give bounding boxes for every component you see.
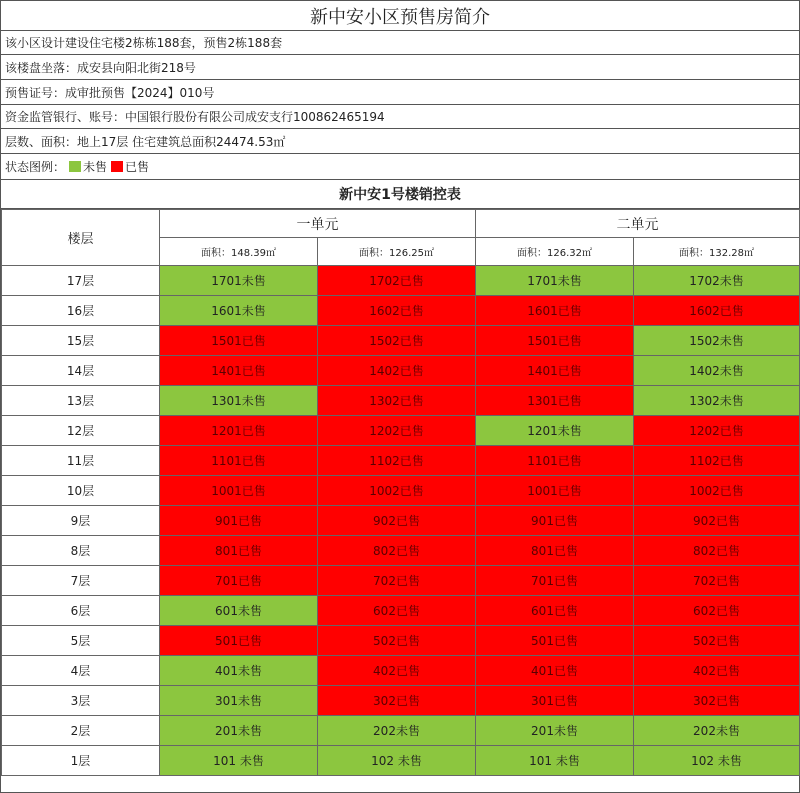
- unit-cell: 501已售: [160, 626, 318, 656]
- unit-header-1: 一单元: [160, 210, 476, 238]
- unit-cell: 1102已售: [318, 446, 476, 476]
- unit-cell: 302已售: [318, 686, 476, 716]
- unit-cell: 1002已售: [634, 476, 800, 506]
- floor-label: 12层: [2, 416, 160, 446]
- unit-cell: 1701未售: [476, 266, 634, 296]
- floor-label: 13层: [2, 386, 160, 416]
- unit-cell: 1101已售: [160, 446, 318, 476]
- unit-cell: 201未售: [476, 716, 634, 746]
- table-row: [2, 386, 800, 416]
- floor-label: 10层: [2, 476, 160, 506]
- unit-cell: 301未售: [160, 686, 318, 716]
- unit-cell: 802已售: [318, 536, 476, 566]
- floor-label: 16层: [2, 296, 160, 326]
- unit-cell: 1502已售: [318, 326, 476, 356]
- info-line-units: 该小区设计建设住宅楼2栋栋188套，预售2栋188套: [1, 31, 799, 55]
- unit-cell: 1202已售: [634, 416, 800, 446]
- floor-label: 14层: [2, 356, 160, 386]
- floor-label: 15层: [2, 326, 160, 356]
- unit-cell: 601未售: [160, 596, 318, 626]
- table-row: [2, 626, 800, 656]
- floor-label: 11层: [2, 446, 160, 476]
- unit-cell: 802已售: [634, 536, 800, 566]
- unit-cell: 801已售: [160, 536, 318, 566]
- unit-cell: 1501已售: [160, 326, 318, 356]
- unit-cell: 801已售: [476, 536, 634, 566]
- floor-label: 4层: [2, 656, 160, 686]
- unit-cell: 1601未售: [160, 296, 318, 326]
- area-header: 面积：126.25㎡: [318, 238, 476, 266]
- unit-cell: 1602已售: [634, 296, 800, 326]
- unit-cell: 701已售: [476, 566, 634, 596]
- unit-cell: 1201未售: [476, 416, 634, 446]
- unit-cell: 202未售: [634, 716, 800, 746]
- unit-cell: 1001已售: [476, 476, 634, 506]
- unit-cell: 901已售: [476, 506, 634, 536]
- floor-label: 17层: [2, 266, 160, 296]
- unit-cell: 1401已售: [476, 356, 634, 386]
- floor-label: 1层: [2, 746, 160, 776]
- unit-cell: 1402未售: [634, 356, 800, 386]
- unit-cell: 1601已售: [476, 296, 634, 326]
- table-row: [2, 536, 800, 566]
- unit-cell: 402已售: [634, 656, 800, 686]
- unit-cell: 101 未售: [476, 746, 634, 776]
- table-row: [2, 656, 800, 686]
- info-line-area: 层数、面积：地上17层 住宅建筑总面积24474.53㎡: [1, 129, 799, 154]
- legend-unsold-label: 未售: [83, 160, 108, 174]
- table-row: [2, 266, 800, 296]
- unit-cell: 1602已售: [318, 296, 476, 326]
- floor-label: 8层: [2, 536, 160, 566]
- floor-label: 2层: [2, 716, 160, 746]
- unit-cell: 902已售: [634, 506, 800, 536]
- unit-cell: 401未售: [160, 656, 318, 686]
- table-row: [2, 566, 800, 596]
- unit-cell: 1102已售: [634, 446, 800, 476]
- legend: [1, 154, 799, 180]
- legend-unsold-swatch: [69, 161, 81, 172]
- unit-cell: 901已售: [160, 506, 318, 536]
- table-title: 新中安1号楼销控表: [1, 180, 799, 209]
- unit-cell: 201未售: [160, 716, 318, 746]
- unit-cell: 1301未售: [160, 386, 318, 416]
- area-header: 面积：132.28㎡: [634, 238, 800, 266]
- table-row: [2, 356, 800, 386]
- legend-sold-swatch: [111, 161, 123, 172]
- unit-cell: 1001已售: [160, 476, 318, 506]
- unit-cell: 1401已售: [160, 356, 318, 386]
- unit-cell: 602已售: [318, 596, 476, 626]
- legend-label: 状态图例：: [5, 160, 66, 174]
- table-row: [2, 296, 800, 326]
- unit-cell: 1202已售: [318, 416, 476, 446]
- unit-cell: 202未售: [318, 716, 476, 746]
- unit-cell: 302已售: [634, 686, 800, 716]
- unit-cell: 502已售: [634, 626, 800, 656]
- unit-cell: 1301已售: [476, 386, 634, 416]
- unit-cell: 1502未售: [634, 326, 800, 356]
- floor-label: 9层: [2, 506, 160, 536]
- unit-cell: 702已售: [318, 566, 476, 596]
- legend-sold-label: 已售: [125, 160, 150, 174]
- unit-cell: 501已售: [476, 626, 634, 656]
- area-header: 面积：126.32㎡: [476, 238, 634, 266]
- page-title: 新中安小区预售房简介: [1, 1, 799, 31]
- table-row: [2, 596, 800, 626]
- info-line-bank: 资金监管银行、账号：中国银行股份有限公司成安支行100862465194: [1, 105, 799, 129]
- floor-label: 7层: [2, 566, 160, 596]
- unit-cell: 402已售: [318, 656, 476, 686]
- table-row: [2, 326, 800, 356]
- unit-cell: 401已售: [476, 656, 634, 686]
- table-row: [2, 746, 800, 776]
- area-header: 面积：148.39㎡: [160, 238, 318, 266]
- unit-cell: 902已售: [318, 506, 476, 536]
- unit-cell: 101 未售: [160, 746, 318, 776]
- unit-cell: 1701未售: [160, 266, 318, 296]
- unit-cell: 1302未售: [634, 386, 800, 416]
- table-row: [2, 446, 800, 476]
- unit-cell: 502已售: [318, 626, 476, 656]
- unit-cell: 1402已售: [318, 356, 476, 386]
- sales-table: [1, 209, 800, 776]
- floor-label: 5层: [2, 626, 160, 656]
- floor-header: 楼层: [2, 210, 160, 266]
- floor-label: 3层: [2, 686, 160, 716]
- unit-cell: 1101已售: [476, 446, 634, 476]
- unit-cell: 1302已售: [318, 386, 476, 416]
- info-line-permit: 预售证号：成审批预售【2024】010号: [1, 80, 799, 105]
- unit-cell: 301已售: [476, 686, 634, 716]
- unit-cell: 1702未售: [634, 266, 800, 296]
- table-row: [2, 716, 800, 746]
- unit-cell: 701已售: [160, 566, 318, 596]
- unit-cell: 1501已售: [476, 326, 634, 356]
- unit-cell: 1201已售: [160, 416, 318, 446]
- table-row: [2, 416, 800, 446]
- floor-label: 6层: [2, 596, 160, 626]
- table-row: [2, 686, 800, 716]
- info-line-location: 该楼盘坐落：成安县向阳北街218号: [1, 55, 799, 80]
- unit-cell: 601已售: [476, 596, 634, 626]
- unit-cell: 102 未售: [318, 746, 476, 776]
- unit-cell: 602已售: [634, 596, 800, 626]
- table-row: [2, 506, 800, 536]
- unit-cell: 102 未售: [634, 746, 800, 776]
- unit-cell: 702已售: [634, 566, 800, 596]
- unit-header-2: 二单元: [476, 210, 800, 238]
- unit-cell: 1702已售: [318, 266, 476, 296]
- table-row: [2, 476, 800, 506]
- unit-cell: 1002已售: [318, 476, 476, 506]
